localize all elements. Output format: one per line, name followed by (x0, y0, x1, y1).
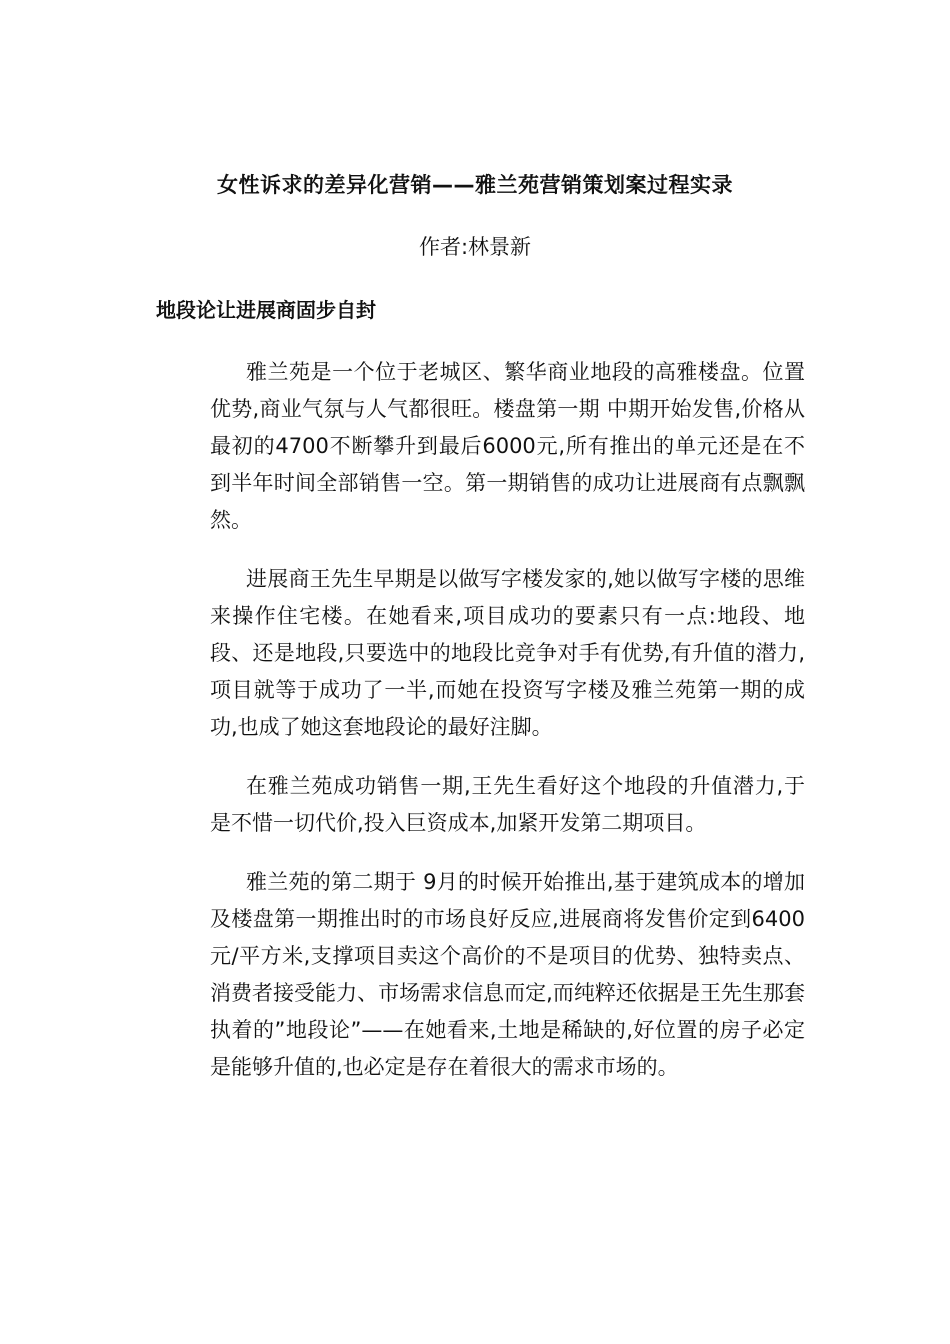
document-author: 作者:林景新 (418, 235, 532, 259)
paragraph-2: 进展商王先生早期是以做写字楼发家的,她以做写字楼的思维来操作住宅楼。在她看来,项目成功的要素只有一点:地段、地段、还是地段,只要选中的地段比竞争对手有优势,有升值的潜力,项目就等于成功了一半,而她在投资写字楼及雅兰苑第一期的成功,也成了她这套地段论的最好注脚。 (210, 567, 805, 739)
paragraph-1: 雅兰苑是一个位于老城区、繁华商业地段的高雅楼盘。位置优势,商业气氛与人气都很旺。楼盘第一期 中期开始发售,价格从最初的4700不断攀升到最后6000元,所有推出的单元还是在不到半年时间全部销售一空。第一期销售的成功让进展商有点飘飘然。 (210, 360, 805, 532)
section-heading: 地段论让进展商固步自封 (156, 298, 376, 322)
paragraph-4: 雅兰苑的第二期于 9月的时候开始推出,基于建筑成本的增加及楼盘第一期推出时的市场良好反应,进展商将发售价定到6400元/平方米,支撑项目卖这个高价的不是项目的优势、独特卖点、消费者接受能力、市场需求信息而定,而纯粹还依据是王先生那套执着的”地段论”——在她看来,土地是稀缺的,好位置的房子必定是能够升值的,也必定是存在着很大的需求市场的。 (210, 870, 805, 1079)
document-body (210, 354, 805, 1086)
paragraph-3: 在雅兰苑成功销售一期,王先生看好这个地段的升值潜力,于是不惜一切代价,投入巨资成本,加紧开发第二期项目。 (210, 774, 805, 835)
document-title: 女性诉求的差异化营销——雅兰苑营销策划案过程实录 (217, 173, 733, 197)
